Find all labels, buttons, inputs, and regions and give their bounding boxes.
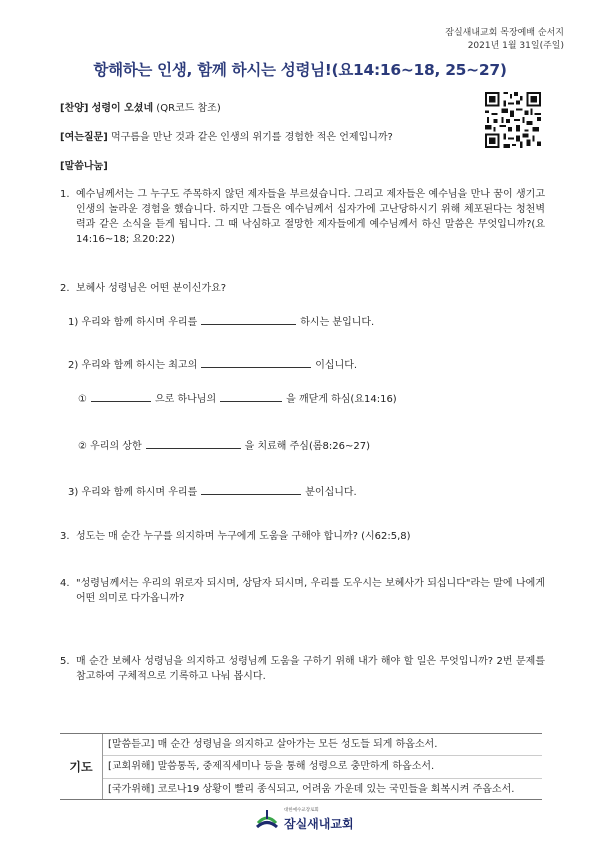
praise-line [60, 99, 221, 114]
question-number: 3. [60, 531, 70, 542]
question-text: "성령님께서는 우리의 위로자 되시며, 상담자 되시며, 우리를 도우시는 보혜사가 되십니다"라는 말에 나에게 어떤 의미로 다가옵니까? [76, 578, 545, 604]
answer-blank[interactable] [91, 392, 151, 402]
prayer-box [60, 733, 542, 800]
prayer-row: [국가위해] 코로나19 상황이 빨리 종식되고, 어려움 가운데 있는 국민들을 회복시켜 주옵소서. [108, 783, 515, 795]
q2-item-1 [68, 313, 374, 328]
question-1 [60, 187, 545, 247]
question-number: 1. [60, 189, 70, 200]
church-name: 잠실새내교회 [284, 817, 354, 831]
church-logo [254, 803, 354, 837]
icebreaker-tag: [여는질문] [60, 132, 108, 143]
question-text: 보혜사 성령님은 어떤 분이신가요? [76, 283, 227, 294]
church-logo-icon [254, 807, 280, 833]
praise-note: (QR코드 참조) [156, 103, 221, 114]
q2-sub-2-prefix: ② 우리의 상한 [78, 441, 142, 452]
question-2 [60, 281, 545, 296]
header-info [445, 27, 564, 53]
q2-item-1-prefix: 1) 우리와 함께 하시며 우리를 [68, 317, 198, 328]
prayer-row: [교회위해] 말씀통독, 중제직세미나 등을 통해 성령으로 충만하게 하옵소서. [103, 756, 542, 778]
q2-item-2-suffix: 이십니다. [315, 360, 358, 371]
question-text: 매 순간 보혜사 성령님을 의지하고 성령님께 도움을 구하기 위해 내가 해야 할 일은 무엇입니까? 2번 문제를 참고하여 구체적으로 기록하고 나눠 봅시다. [76, 656, 545, 682]
header-date: 2021년 1월 31일(주일) [467, 41, 564, 51]
question-number: 4. [60, 578, 70, 589]
sharing-heading: [말씀나눔] [60, 161, 108, 172]
praise-song: 성령이 오셨네 [91, 103, 154, 114]
question-text: 예수님께서는 그 누구도 주목하지 않던 제자들을 부르셨습니다. 그리고 제자들은 예수님을 만나 꿈이 생기고 인생의 놀라운 경험을 했습니다. 하지만 그들은 예수님께서 십자가에 고난당하시기 위해 체포된다는 청천벽력과 같은 소식을 듣게 됩니다. 그 때 낙심하고 절망한 제자들에게 예수님께서 하신 말씀은 무엇입니까?(요14:16~18; 요20:22) [76, 189, 545, 245]
question-3 [60, 529, 545, 544]
answer-blank[interactable] [146, 439, 241, 449]
q2-item-3-suffix: 분이십니다. [305, 487, 357, 498]
q2-sub-1-prefix: ① [78, 394, 87, 405]
prayer-label: 기도 [69, 760, 93, 774]
question-text: 성도는 매 순간 누구를 의지하며 누구에게 도움을 구해야 합니까? (시62:5,8) [76, 531, 411, 542]
icebreaker-line [60, 128, 393, 143]
q2-item-1-suffix: 하시는 분입니다. [300, 317, 375, 328]
header-church-line: 잠실새내교회 목장예배 순서지 [445, 28, 564, 38]
q2-item-2 [68, 356, 357, 371]
q2-item-2-sub-1 [78, 390, 397, 405]
prayer-rows [102, 734, 542, 799]
icebreaker-question: 먹구름을 만난 것과 같은 인생의 위기를 경험한 적은 언제입니까? [110, 132, 393, 143]
qr-code[interactable] [483, 90, 543, 150]
answer-blank[interactable] [201, 315, 296, 325]
q2-sub-2-suffix: 을 치료해 주심(롬8:26~27) [244, 441, 370, 452]
denomination-text: 대한예수교장로회 [284, 808, 319, 813]
answer-blank[interactable] [220, 392, 282, 402]
question-number: 5. [60, 656, 70, 667]
q2-item-3-prefix: 3) 우리와 함께 하시며 우리를 [68, 487, 198, 498]
question-5 [60, 654, 545, 684]
answer-blank[interactable] [201, 358, 311, 368]
q2-item-3 [68, 483, 357, 498]
prayer-row: [말씀듣고] 매 순간 성령님을 의지하고 살아가는 모든 성도들 되게 하옵소서. [103, 734, 542, 756]
page-title: 항해하는 인생, 함께 하시는 성령님!(요14:16~18, 25~27) [93, 61, 507, 79]
question-4 [60, 576, 545, 606]
praise-tag: [찬양] [60, 103, 89, 114]
question-number: 2. [60, 283, 70, 294]
q2-item-2-prefix: 2) 우리와 함께 하시는 최고의 [68, 360, 198, 371]
q2-sub-1-middle: 으로 하나님의 [154, 394, 217, 405]
answer-blank[interactable] [201, 485, 301, 495]
q2-sub-1-suffix: 을 깨닫게 하심(요14:16) [286, 394, 397, 405]
q2-item-2-sub-2 [78, 437, 370, 452]
